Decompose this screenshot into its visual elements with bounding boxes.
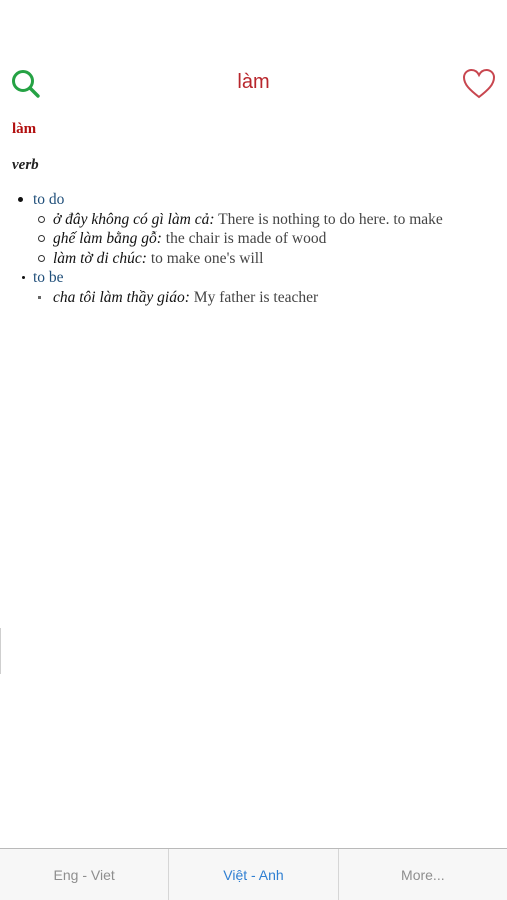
- example-vietnamese: cha tôi làm thầy giáo:: [53, 288, 190, 306]
- tab-more[interactable]: More...: [401, 866, 445, 883]
- example-list: [33, 288, 495, 308]
- header-bar: [0, 62, 507, 106]
- example-item: [33, 229, 495, 249]
- headword: làm: [12, 121, 37, 137]
- bullet-square-icon: [38, 296, 41, 299]
- bullet-circle-icon: [38, 235, 45, 242]
- bullet-circle-icon: [38, 216, 45, 223]
- sense-label: to do: [33, 191, 65, 208]
- favorite-button[interactable]: [461, 66, 497, 102]
- example-item: [33, 288, 495, 308]
- tab-bar: [0, 848, 507, 900]
- bullet-disc-icon: [22, 276, 25, 279]
- edge-divider: [0, 628, 1, 674]
- example-english: to make one's will: [150, 249, 264, 267]
- sense-item: [12, 268, 495, 307]
- example-list: [33, 210, 495, 269]
- example-vietnamese: ở đây không có gì làm cả:: [53, 210, 215, 228]
- tab-viet-anh[interactable]: Việt - Anh: [169, 849, 338, 900]
- bullet-circle-icon: [38, 255, 45, 262]
- definition-content: [12, 118, 495, 307]
- heart-outline-icon: [461, 66, 497, 102]
- sense-item: [12, 190, 495, 268]
- page-title: làm: [237, 71, 270, 93]
- example-english: the chair is made of wood: [165, 230, 327, 247]
- example-vietnamese: làm tờ di chúc:: [53, 249, 147, 267]
- sense-list: [12, 190, 495, 307]
- example-english: My father is teacher: [193, 288, 319, 306]
- tab-eng-viet[interactable]: Eng - Viet: [0, 849, 169, 900]
- example-item: [33, 210, 495, 230]
- example-item: [33, 249, 495, 269]
- bullet-disc-icon: [18, 197, 23, 202]
- sense-label: to be: [33, 269, 64, 286]
- example-english: There is nothing to do here. to make: [218, 210, 443, 228]
- part-of-speech: verb: [12, 157, 39, 173]
- example-vietnamese: ghế làm bằng gỗ:: [53, 230, 162, 247]
